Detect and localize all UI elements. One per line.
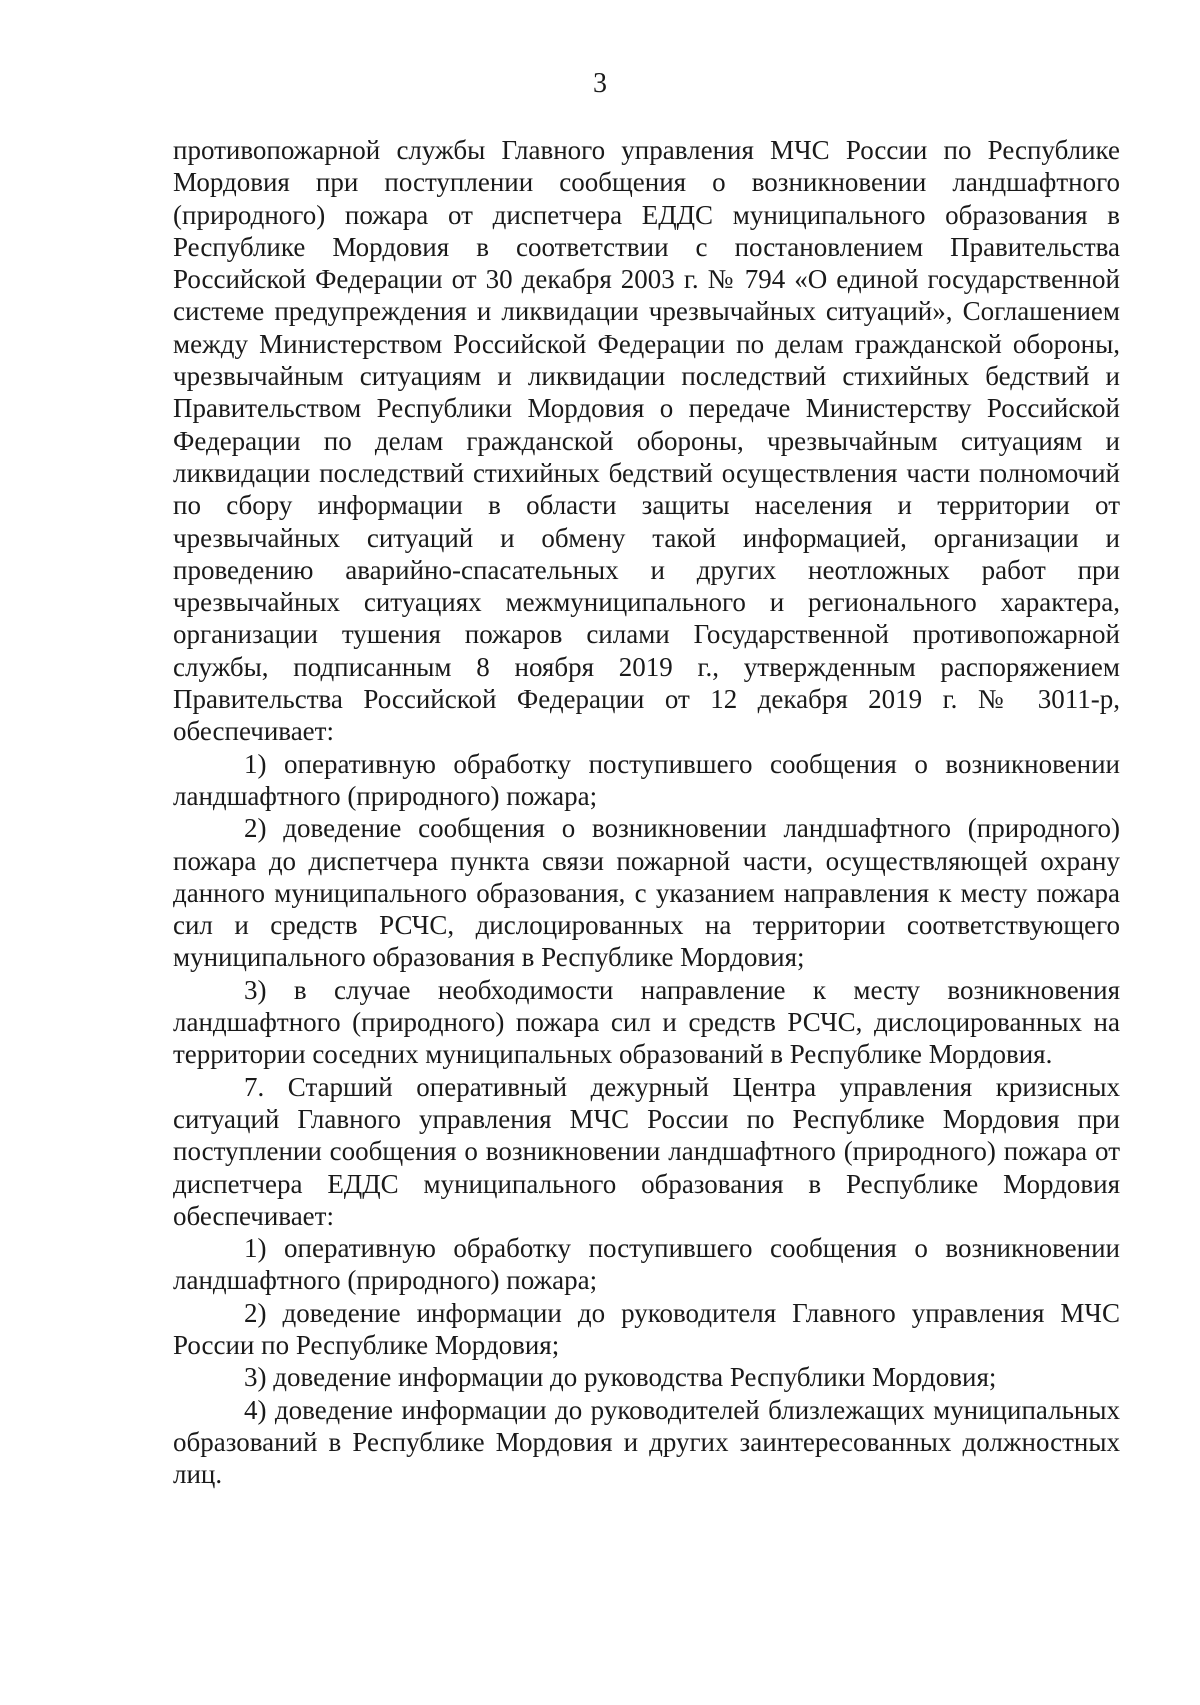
list-item: 2) доведение сообщения о возникновении ландшафтного (природного) пожара до диспетчера пункта связи пожарной части, осуществляющей охрану данного муниципального образования, с указанием направления к месту пожара сил и средств РСЧС, дислоцированных на территории соответствующего муниципального образования в Республике Мордовия; <box>173 813 1120 973</box>
paragraph-continuation: противопожарной службы Главного управления МЧС России по Республике Мордовия при поступлении сообщения о возникновении ландшафтного (природного) пожара от диспетчера ЕДДС муниципального образования в Республике Мордовия в соответствии с постановлением Правительства Российской Федерации от 30 декабря 2003 г. № 794 «О единой государственной системе предупреждения и ликвидации чрезвычайных ситуаций», Соглашением между Министерством Российской Федерации по делам гражданской обороны, чрезвычайным ситуациям и ликвидации последствий стихийных бедствий и Правительством Республики Мордовия о передаче Министерству Российской Федерации по делам гражданской обороны, чрезвычайным ситуациям и ликвидации последствий стихийных бедствий осуществления части полномочий по сбору информации в области защиты населения и территории от чрезвычайных ситуаций и обмену такой информацией, организации и проведению аварийно-спасательных и других неотложных работ при чрезвычайных ситуациях межмуниципального и регионального характера, организации тушения пожаров силами Государственной противопожарной службы, подписанным 8 ноября 2019 г., утвержденным распоряжением Правительства Российской Федерации от 12 декабря 2019 г. № 3011-р, обеспечивает: <box>173 135 1120 747</box>
list-item: 1) оперативную обработку поступившего сообщения о возникновении ландшафтного (природного) пожара; <box>173 748 1120 811</box>
section-paragraph: 7. Старший оперативный дежурный Центра управления кризисных ситуаций Главного управления МЧС России по Республике Мордовия при поступлении сообщения о возникновении ландшафтного (природного) пожара от диспетчера ЕДДС муниципального образования в Республике Мордовия обеспечивает: <box>173 1071 1120 1231</box>
list-item: 4) доведение информации до руководителей близлежащих муниципальных образований в Республике Мордовия и других заинтересованных должностных лиц. <box>173 1394 1120 1490</box>
list-item: 2) доведение информации до руководителя Главного управления МЧС России по Республике Мордовия; <box>173 1297 1120 1360</box>
document-body <box>173 134 1120 1490</box>
page-number: 3 <box>593 68 607 99</box>
list-item: 3) в случае необходимости направление к месту возникновения ландшафтного (природного) пожара сил и средств РСЧС, дислоцированных на территории соседних муниципальных образований в Республике Мордовия. <box>173 974 1120 1070</box>
list-item: 1) оперативную обработку поступившего сообщения о возникновении ландшафтного (природного) пожара; <box>173 1233 1120 1296</box>
list-item: 3) доведение информации до руководства Республики Мордовия; <box>244 1362 997 1393</box>
